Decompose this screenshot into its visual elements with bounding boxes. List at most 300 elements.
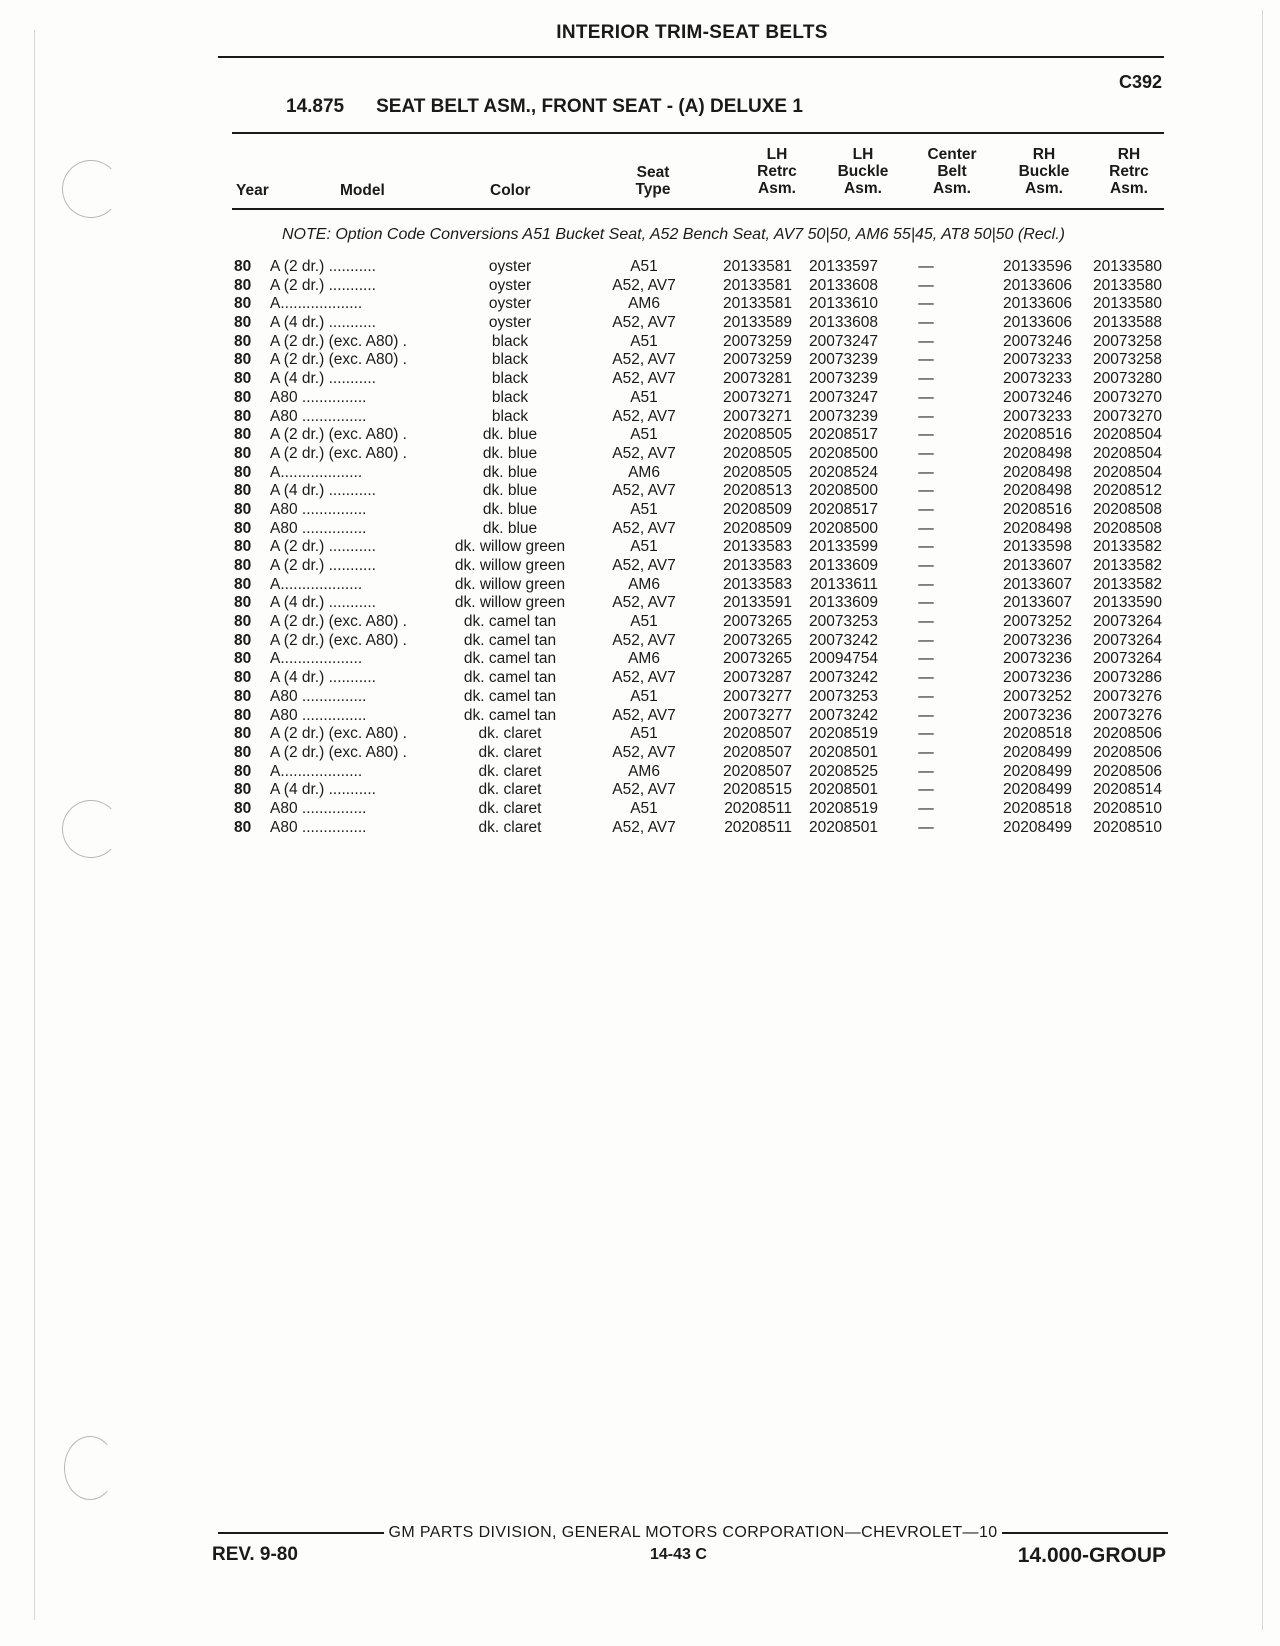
lh-retrc-cell: 20208507 [723, 762, 792, 780]
model-cell: A80 ............... [270, 519, 367, 537]
table-row [234, 258, 1162, 277]
color-cell: dk. camel tan [463, 613, 557, 631]
rh-retrc-cell: 20208504 [1093, 463, 1162, 481]
footer-rule-left [218, 1532, 384, 1534]
table-row [234, 744, 1162, 763]
color-cell: dk. willow green [454, 557, 566, 574]
center-belt-cell: — [918, 500, 934, 518]
rh-retrc-cell: 20073286 [1093, 669, 1162, 687]
rh-retrc-cell: 20208508 [1093, 519, 1162, 537]
seat-type-cell: A52, AV7 [612, 631, 676, 649]
lh-retrc-cell: 20073259 [723, 351, 792, 369]
table-row [234, 650, 1162, 669]
lh-buckle-cell: 20073239 [809, 370, 878, 388]
seat-type-cell: A52, AV7 [612, 407, 676, 425]
seat-type-cell: A52, AV7 [612, 351, 676, 369]
center-belt-cell: — [918, 482, 934, 500]
lh-buckle-cell: 20208524 [809, 463, 878, 481]
binder-hole-top [62, 160, 120, 218]
lh-retrc-cell: 20208505 [723, 444, 792, 462]
year-cell: 80 [234, 332, 252, 350]
year-cell: 80 [234, 388, 252, 406]
lh-buckle-cell: 20208501 [809, 743, 878, 761]
rh-buckle-cell: 20208516 [1003, 500, 1072, 518]
model-cell: A (2 dr.) ........... [270, 276, 376, 294]
center-belt-cell: — [918, 258, 934, 275]
model-cell: A80 ............... [270, 687, 367, 705]
rh-retrc-cell: 20073258 [1093, 351, 1162, 369]
year-cell: 80 [234, 426, 252, 444]
model-cell: A................... [270, 650, 363, 668]
table-row [234, 277, 1162, 296]
center-belt-cell: — [918, 706, 934, 724]
center-belt-cell: — [918, 538, 934, 556]
year-cell: 80 [234, 781, 252, 799]
center-belt-cell: — [918, 407, 934, 425]
header-bottom-rule [232, 208, 1164, 210]
year-cell: 80 [234, 519, 252, 537]
rh-retrc-cell: 20073280 [1093, 370, 1162, 388]
table-row [234, 482, 1162, 501]
lh-retrc-cell: 20133581 [723, 258, 792, 275]
seat-type-cell: A51 [630, 258, 658, 275]
column-header-rh-retrc: RH Retrc Asm. [1109, 146, 1149, 197]
rh-retrc-cell: 20073270 [1093, 388, 1162, 406]
color-cell: dk. blue [482, 426, 538, 444]
lh-retrc-cell: 20133583 [723, 557, 792, 574]
color-cell: dk. claret [478, 781, 542, 799]
rh-retrc-cell: 20133580 [1093, 295, 1162, 313]
lh-retrc-cell: 20073277 [723, 706, 792, 724]
lh-retrc-cell: 20208509 [723, 519, 792, 537]
lh-buckle-cell: 20073247 [809, 332, 878, 350]
color-cell: black [491, 370, 529, 388]
year-cell: 80 [234, 706, 252, 724]
lh-retrc-cell: 20208513 [723, 482, 792, 500]
model-cell: A (2 dr.) (exc. A80) . [270, 332, 407, 350]
year-cell: 80 [234, 258, 252, 275]
color-cell: oyster [488, 258, 532, 275]
rh-buckle-cell: 20073233 [1003, 351, 1072, 369]
table-row [234, 781, 1162, 800]
color-cell: dk. claret [478, 743, 542, 761]
color-cell: dk. claret [478, 725, 542, 743]
center-belt-cell: — [918, 388, 934, 406]
rh-buckle-cell: 20208499 [1003, 818, 1072, 836]
color-cell: black [491, 351, 529, 369]
rh-buckle-cell: 20073236 [1003, 706, 1072, 724]
year-cell: 80 [234, 370, 252, 388]
lh-retrc-cell: 20133581 [723, 276, 792, 294]
table-row [234, 688, 1162, 707]
rh-buckle-cell: 20208499 [1003, 781, 1072, 799]
table-row [234, 426, 1162, 445]
center-belt-cell: — [918, 613, 934, 631]
year-cell: 80 [234, 314, 252, 332]
lh-retrc-cell: 20208511 [724, 818, 792, 836]
seat-type-cell: AM6 [628, 762, 660, 780]
color-cell: dk. camel tan [463, 706, 557, 724]
center-belt-cell: — [918, 463, 934, 481]
rh-buckle-cell: 20133598 [1003, 538, 1072, 556]
table-row [234, 520, 1162, 539]
rh-retrc-cell: 20133582 [1093, 575, 1162, 593]
lh-retrc-cell: 20208507 [723, 743, 792, 761]
option-code-note: NOTE: Option Code Conversions A51 Bucket Seat, A52 Bench Seat, AV7 50|50, AM6 55|45, AT8 50|50 (Recl.) [282, 226, 1065, 243]
year-cell: 80 [234, 463, 252, 481]
center-belt-cell: — [918, 575, 934, 593]
table-row [234, 725, 1162, 744]
table-row [234, 763, 1162, 782]
seat-type-cell: A51 [630, 500, 658, 518]
color-cell: dk. camel tan [463, 687, 557, 705]
color-cell: oyster [488, 295, 532, 313]
center-belt-cell: — [918, 669, 934, 687]
center-belt-cell: — [918, 332, 934, 350]
table-row [234, 295, 1162, 314]
year-cell: 80 [234, 613, 252, 631]
table-row [234, 669, 1162, 688]
lh-buckle-cell: 20073247 [809, 388, 878, 406]
lh-buckle-cell: 20208517 [809, 426, 878, 444]
model-cell: A80 ............... [270, 799, 367, 817]
center-belt-cell: — [918, 818, 934, 836]
seat-type-cell: A52, AV7 [612, 444, 676, 462]
center-belt-cell: — [918, 276, 934, 294]
center-belt-cell: — [918, 781, 934, 799]
seat-type-cell: A51 [630, 538, 658, 556]
year-cell: 80 [234, 650, 252, 668]
year-cell: 80 [234, 482, 252, 500]
lh-retrc-cell: 20133589 [723, 314, 792, 332]
year-cell: 80 [234, 818, 252, 836]
rh-retrc-cell: 20073270 [1093, 407, 1162, 425]
lh-retrc-cell: 20133583 [723, 575, 792, 593]
rh-buckle-cell: 20073233 [1003, 407, 1072, 425]
color-cell: dk. camel tan [463, 631, 557, 649]
seat-type-cell: A52, AV7 [612, 276, 676, 294]
model-cell: A (2 dr.) (exc. A80) . [270, 743, 407, 761]
binder-hole-middle [62, 800, 120, 858]
color-cell: dk. blue [482, 519, 538, 537]
lh-retrc-cell: 20073271 [723, 407, 792, 425]
rh-retrc-cell: 20208506 [1093, 762, 1162, 780]
color-cell: dk. blue [482, 444, 538, 462]
lh-buckle-cell: 20073242 [809, 706, 878, 724]
rh-buckle-cell: 20073236 [1003, 631, 1072, 649]
year-cell: 80 [234, 295, 252, 313]
lh-buckle-cell: 20094754 [809, 650, 878, 668]
rh-buckle-cell: 20133607 [1003, 557, 1072, 574]
year-cell: 80 [234, 557, 252, 574]
color-cell: dk. willow green [454, 594, 566, 612]
rh-retrc-cell: 20073276 [1093, 706, 1162, 724]
rh-buckle-cell: 20133607 [1003, 594, 1072, 612]
model-cell: A80 ............... [270, 407, 367, 425]
rh-retrc-cell: 20133582 [1093, 557, 1162, 574]
year-cell: 80 [234, 351, 252, 369]
color-cell: dk. claret [478, 818, 542, 836]
model-cell: A (2 dr.) ........... [270, 258, 376, 275]
table-row [234, 464, 1162, 483]
rh-retrc-cell: 20208506 [1093, 743, 1162, 761]
lh-retrc-cell: 20073281 [723, 370, 792, 388]
model-cell: A80 ............... [270, 388, 367, 406]
footer-division: GM PARTS DIVISION, GENERAL MOTORS CORPORATION—CHEVROLET—10 [388, 1524, 998, 1541]
rh-retrc-cell: 20208504 [1093, 426, 1162, 444]
column-header-model: Model [340, 182, 385, 199]
table-row [234, 351, 1162, 370]
rh-retrc-cell: 20133580 [1093, 276, 1162, 294]
lh-buckle-cell: 20133597 [809, 258, 878, 275]
center-belt-cell: — [918, 799, 934, 817]
rh-buckle-cell: 20208498 [1003, 463, 1072, 481]
parts-table-body [234, 258, 1162, 837]
lh-retrc-cell: 20073271 [723, 388, 792, 406]
page-code: C392 [1118, 72, 1162, 92]
rh-retrc-cell: 20133590 [1093, 594, 1162, 612]
rh-retrc-cell: 20133580 [1093, 258, 1162, 275]
lh-buckle-cell: 20208501 [809, 818, 878, 836]
model-cell: A80 ............... [270, 818, 367, 836]
center-belt-cell: — [918, 725, 934, 743]
rh-buckle-cell: 20133606 [1003, 314, 1072, 332]
rh-buckle-cell: 20208498 [1003, 519, 1072, 537]
lh-buckle-cell: 20208519 [809, 799, 878, 817]
year-cell: 80 [234, 725, 252, 743]
seat-type-cell: A51 [630, 613, 658, 631]
seat-type-cell: A51 [630, 687, 658, 705]
year-cell: 80 [234, 669, 252, 687]
rh-buckle-cell: 20073252 [1003, 613, 1072, 631]
table-row [234, 408, 1162, 427]
center-belt-cell: — [918, 743, 934, 761]
right-edge-mark [1262, 10, 1263, 1630]
center-belt-cell: — [918, 426, 934, 444]
model-cell: A (4 dr.) ........... [270, 781, 376, 799]
year-cell: 80 [234, 743, 252, 761]
page-header-title: INTERIOR TRIM-SEAT BELTS [556, 22, 828, 43]
rh-retrc-cell: 20073264 [1093, 631, 1162, 649]
lh-buckle-cell: 20073253 [809, 687, 878, 705]
model-cell: A................... [270, 463, 363, 481]
parts-table [234, 258, 1162, 837]
lh-retrc-cell: 20208515 [723, 781, 792, 799]
table-row [234, 445, 1162, 464]
model-cell: A (2 dr.) (exc. A80) . [270, 351, 407, 369]
year-cell: 80 [234, 762, 252, 780]
lh-buckle-cell: 20073239 [809, 407, 878, 425]
model-cell: A (2 dr.) (exc. A80) . [270, 444, 407, 462]
model-cell: A (4 dr.) ........... [270, 314, 376, 332]
seat-type-cell: A52, AV7 [612, 781, 676, 799]
rh-retrc-cell: 20208508 [1093, 500, 1162, 518]
model-cell: A80 ............... [270, 500, 367, 518]
lh-retrc-cell: 20073259 [723, 332, 792, 350]
rh-retrc-cell: 20208504 [1093, 444, 1162, 462]
seat-type-cell: A51 [630, 799, 658, 817]
lh-retrc-cell: 20208505 [723, 426, 792, 444]
rh-buckle-cell: 20133596 [1003, 258, 1072, 275]
lh-buckle-cell: 20073239 [809, 351, 878, 369]
center-belt-cell: — [918, 650, 934, 668]
rh-retrc-cell: 20073264 [1093, 650, 1162, 668]
seat-type-cell: A51 [630, 332, 658, 350]
column-header-rh-buckle: RH Buckle Asm. [1018, 146, 1070, 197]
rh-buckle-cell: 20073236 [1003, 669, 1072, 687]
seat-type-cell: AM6 [628, 295, 660, 313]
model-cell: A................... [270, 575, 363, 593]
footer-rule-right [1002, 1532, 1168, 1534]
center-belt-cell: — [918, 295, 934, 313]
seat-type-cell: A51 [630, 388, 658, 406]
lh-retrc-cell: 20208511 [724, 799, 792, 817]
table-row [234, 632, 1162, 651]
lh-buckle-cell: 20133610 [809, 295, 878, 313]
color-cell: dk. claret [478, 762, 542, 780]
seat-type-cell: A52, AV7 [612, 370, 676, 388]
model-cell: A (2 dr.) (exc. A80) . [270, 613, 407, 631]
rh-buckle-cell: 20208518 [1003, 725, 1072, 743]
rh-buckle-cell: 20073233 [1003, 370, 1072, 388]
model-cell: A (2 dr.) (exc. A80) . [270, 725, 407, 743]
table-row [234, 370, 1162, 389]
seat-type-cell: A52, AV7 [612, 743, 676, 761]
color-cell: black [491, 407, 529, 425]
color-cell: dk. blue [482, 482, 538, 500]
lh-retrc-cell: 20208509 [723, 500, 792, 518]
header-rule [218, 56, 1164, 58]
table-row [234, 800, 1162, 819]
column-header-lh-buckle: LH Buckle Asm. [837, 146, 889, 197]
lh-retrc-cell: 20208507 [723, 725, 792, 743]
color-cell: oyster [488, 314, 532, 332]
revision-label: REV. 9-80 [212, 1544, 298, 1565]
column-header-lh-retrc: LH Retrc Asm. [757, 146, 797, 197]
rh-buckle-cell: 20208498 [1003, 482, 1072, 500]
center-belt-cell: — [918, 314, 934, 332]
lh-buckle-cell: 20133608 [809, 314, 878, 332]
rh-buckle-cell: 20208498 [1003, 444, 1072, 462]
lh-buckle-cell: 20208500 [809, 444, 878, 462]
lh-retrc-cell: 20133581 [723, 295, 792, 313]
color-cell: dk. blue [482, 463, 538, 481]
color-cell: black [491, 332, 529, 350]
model-cell: A (4 dr.) ........... [270, 482, 376, 500]
year-cell: 80 [234, 538, 252, 556]
lh-buckle-cell: 20133609 [809, 594, 878, 612]
rh-buckle-cell: 20208516 [1003, 426, 1072, 444]
lh-buckle-cell: 20133608 [809, 276, 878, 294]
center-belt-cell: — [918, 631, 934, 649]
year-cell: 80 [234, 575, 252, 593]
year-cell: 80 [234, 500, 252, 518]
left-edge-mark [34, 30, 35, 1620]
column-header-seat-type: Seat Type [635, 164, 671, 198]
seat-type-cell: A51 [630, 725, 658, 743]
lh-retrc-cell: 20073265 [723, 631, 792, 649]
color-cell: oyster [488, 276, 532, 294]
lh-buckle-cell: 20133611 [810, 575, 878, 593]
rh-buckle-cell: 20208518 [1003, 799, 1072, 817]
rh-retrc-cell: 20208514 [1093, 781, 1162, 799]
seat-type-cell: A52, AV7 [612, 482, 676, 500]
seat-type-cell: A52, AV7 [612, 519, 676, 537]
column-header-year: Year [236, 182, 269, 199]
table-row [234, 389, 1162, 408]
lh-retrc-cell: 20133591 [723, 594, 792, 612]
seat-type-cell: A52, AV7 [612, 706, 676, 724]
model-cell: A (4 dr.) ........... [270, 370, 376, 388]
color-cell: dk. camel tan [463, 650, 557, 668]
seat-type-cell: A52, AV7 [612, 818, 676, 836]
section-name: SEAT BELT ASM., FRONT SEAT - (A) DELUXE 1 [376, 96, 803, 117]
section-number: 14.875 [286, 96, 345, 117]
rh-buckle-cell: 20073246 [1003, 332, 1072, 350]
rh-retrc-cell: 20208506 [1093, 725, 1162, 743]
rh-buckle-cell: 20208499 [1003, 762, 1072, 780]
table-row [234, 613, 1162, 632]
rh-buckle-cell: 20133606 [1003, 276, 1072, 294]
column-header-color: Color [490, 182, 531, 199]
rh-retrc-cell: 20073276 [1093, 687, 1162, 705]
rh-retrc-cell: 20133588 [1093, 314, 1162, 332]
rh-retrc-cell: 20208512 [1093, 482, 1162, 500]
model-cell: A (4 dr.) ........... [270, 594, 376, 612]
seat-type-cell: A52, AV7 [612, 594, 676, 612]
table-row [234, 557, 1162, 576]
rh-buckle-cell: 20208499 [1003, 743, 1072, 761]
lh-retrc-cell: 20073265 [723, 650, 792, 668]
lh-buckle-cell: 20208525 [809, 762, 878, 780]
lh-buckle-cell: 20208517 [809, 500, 878, 518]
footer-division-line [218, 1524, 1168, 1542]
table-row [234, 594, 1162, 613]
lh-buckle-cell: 20208500 [809, 482, 878, 500]
rh-retrc-cell: 20073264 [1093, 613, 1162, 631]
model-cell: A................... [270, 295, 363, 313]
seat-type-cell: A52, AV7 [612, 557, 676, 574]
lh-buckle-cell: 20073242 [809, 631, 878, 649]
lh-retrc-cell: 20133583 [723, 538, 792, 556]
seat-type-cell: A52, AV7 [612, 314, 676, 332]
model-cell: A (2 dr.) (exc. A80) . [270, 631, 407, 649]
lh-buckle-cell: 20208519 [809, 725, 878, 743]
model-cell: A80 ............... [270, 706, 367, 724]
model-cell: A (4 dr.) ........... [270, 669, 376, 687]
lh-buckle-cell: 20208501 [809, 781, 878, 799]
rh-buckle-cell: 20073246 [1003, 388, 1072, 406]
binder-hole-bottom [64, 1436, 116, 1500]
table-row [234, 314, 1162, 333]
lh-retrc-cell: 20073287 [723, 669, 792, 687]
center-belt-cell: — [918, 557, 934, 574]
center-belt-cell: — [918, 444, 934, 462]
lh-buckle-cell: 20133609 [809, 557, 878, 574]
rh-buckle-cell: 20133607 [1003, 575, 1072, 593]
year-cell: 80 [234, 687, 252, 705]
color-cell: dk. claret [478, 799, 542, 817]
color-cell: dk. blue [482, 500, 538, 518]
rh-retrc-cell: 20073258 [1093, 332, 1162, 350]
lh-retrc-cell: 20073265 [723, 613, 792, 631]
color-cell: dk. willow green [454, 538, 566, 556]
center-belt-cell: — [918, 762, 934, 780]
seat-type-cell: AM6 [628, 463, 660, 481]
page-number: 14-43 C [650, 1546, 707, 1563]
color-cell: dk. willow green [454, 575, 566, 593]
model-cell: A (2 dr.) ........... [270, 557, 376, 574]
